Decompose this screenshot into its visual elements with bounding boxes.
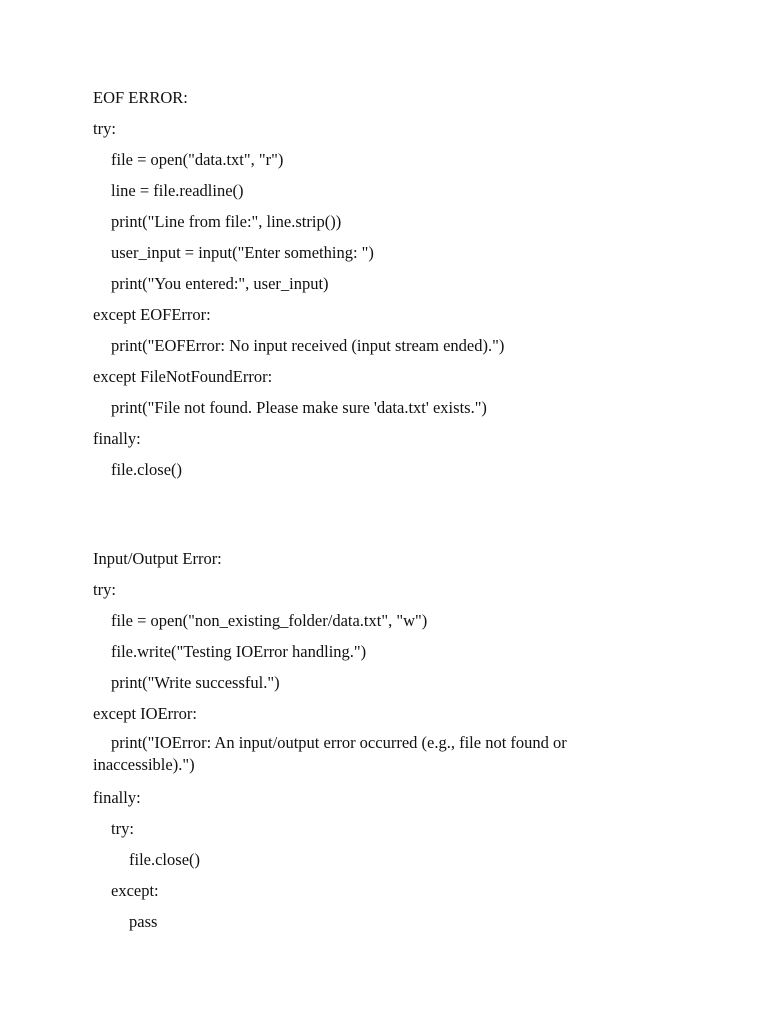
section-heading: Input/Output Error: xyxy=(93,549,222,568)
code-line: line = file.readline() xyxy=(111,181,244,200)
code-line: print("EOFError: No input received (input stream ended).") xyxy=(111,336,505,355)
io-error-section xyxy=(93,549,653,943)
code-line: file.write("Testing IOError handling.") xyxy=(111,642,367,661)
code-line: file = open("data.txt", "r") xyxy=(111,150,284,169)
code-line: try: xyxy=(111,819,134,838)
code-line: finally: xyxy=(93,429,141,448)
code-line: finally: xyxy=(93,788,141,807)
section-heading: EOF ERROR: xyxy=(93,88,188,107)
code-line: file.close() xyxy=(129,850,201,869)
code-line: except IOError: xyxy=(93,704,197,723)
code-line: file.close() xyxy=(111,460,183,479)
code-line: print("File not found. Please make sure 'data.txt' exists.") xyxy=(111,398,487,417)
code-line: print("You entered:", user_input) xyxy=(111,274,329,293)
code-line: except: xyxy=(111,881,159,900)
code-line: except EOFError: xyxy=(93,305,211,324)
code-line: print("IOError: An input/output error occurred (e.g., file not found or inaccessible).") xyxy=(93,733,567,774)
eof-error-section xyxy=(93,88,653,491)
code-line: pass xyxy=(129,912,158,931)
code-line: except FileNotFoundError: xyxy=(93,367,273,386)
code-line: print("Write successful.") xyxy=(111,673,280,692)
code-line: user_input = input("Enter something: ") xyxy=(111,243,374,262)
code-line: file = open("non_existing_folder/data.txt", "w") xyxy=(111,611,428,630)
code-line: try: xyxy=(93,580,116,599)
code-line: print("Line from file:", line.strip()) xyxy=(111,212,342,231)
code-line: try: xyxy=(93,119,116,138)
